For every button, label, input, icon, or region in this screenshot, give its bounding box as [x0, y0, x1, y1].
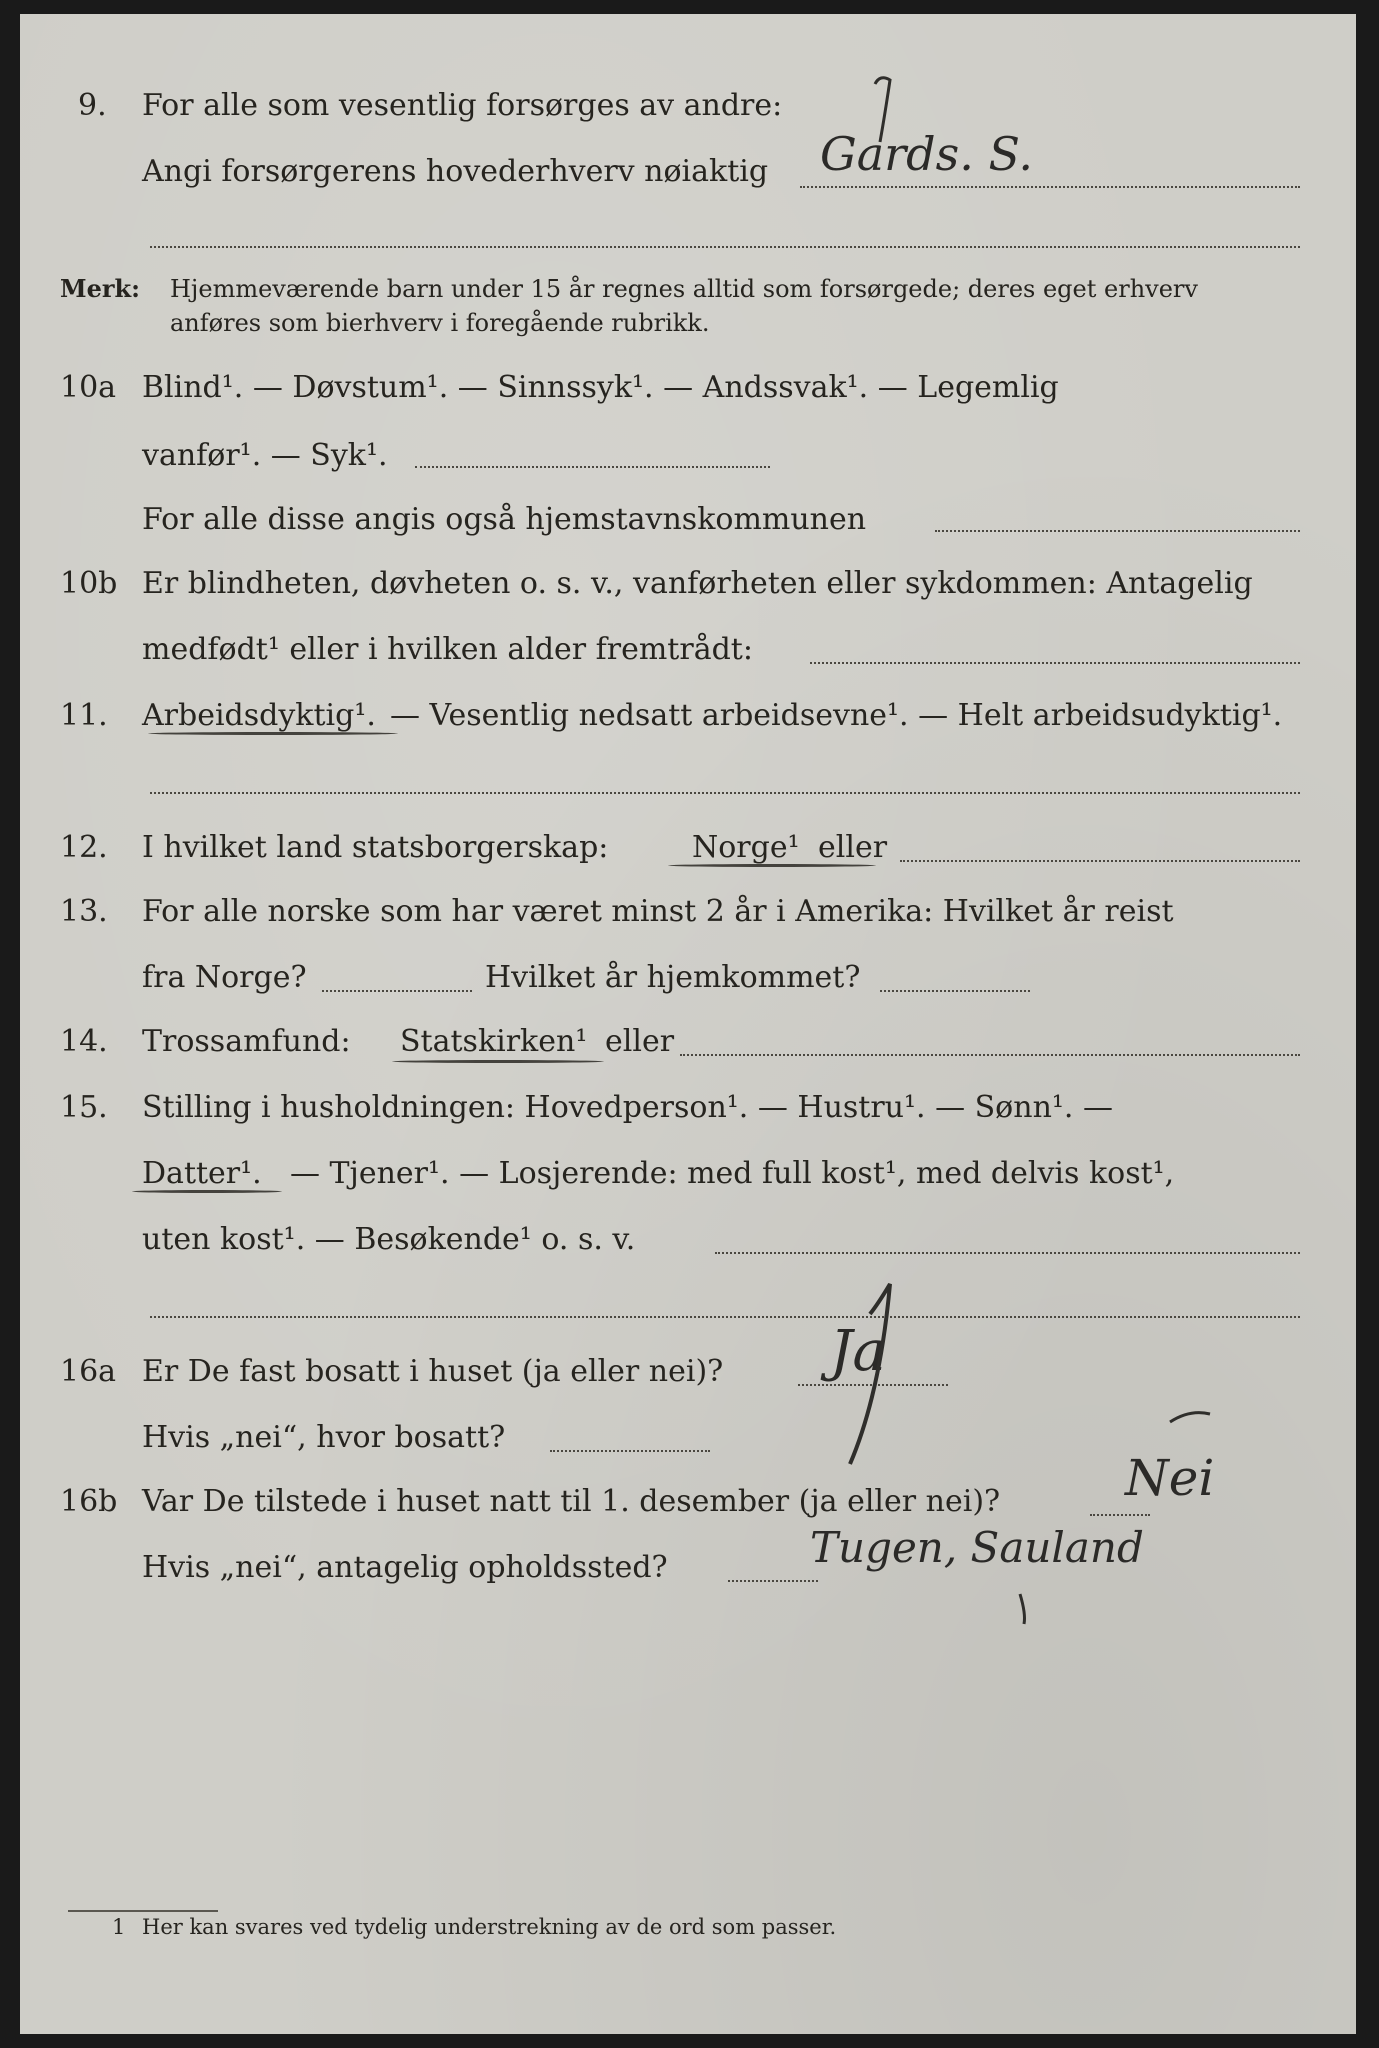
q9-handwritten-answer: Gards. S. [820, 127, 1033, 181]
q13-line2b: Hvilket år hjemkommet? [485, 960, 861, 995]
q10a-line3: For alle disse angis også hjemstavnskommunen [142, 502, 867, 537]
q11-number: 11. [60, 698, 108, 733]
q10b-number: 10b [60, 566, 118, 601]
q10b-line2: medfødt¹ eller i hvilken alder fremtrådt: [142, 632, 753, 667]
q16b-number: 16b [60, 1484, 118, 1519]
q13-number: 13. [60, 894, 108, 929]
q15-number: 15. [60, 1090, 108, 1125]
q13-line1: For alle norske som har været minst 2 år i Amerika: Hvilket år reist [142, 894, 1174, 929]
pen-strokes [20, 14, 1356, 2034]
q11-rest: — Vesentlig nedsatt arbeidsevne¹. — Helt arbeidsudyktig¹. [390, 698, 1283, 733]
q15-line1: Stilling i husholdningen: Hovedperson¹. — Hustru¹. — Sønn¹. — [142, 1090, 1113, 1125]
q12-number: 12. [60, 830, 108, 865]
q12-text: I hvilket land statsborgerskap: [142, 830, 609, 865]
q9-number: 9. [78, 88, 107, 123]
q10a-line2: vanfør¹. — Syk¹. [142, 438, 388, 473]
q9-line1: For alle som vesentlig forsørges av andre: [142, 88, 783, 123]
footnote-mark: 1 [112, 1915, 126, 1939]
merk-line2: anføres som bierhverv i foregående rubrikk. [170, 309, 710, 337]
merk-line1: Hjemmeværende barn under 15 år regnes alltid som forsørgede; deres eget erhverv [170, 275, 1198, 303]
q14-text: Trossamfund: [142, 1024, 351, 1059]
q14-number: 14. [60, 1024, 108, 1059]
q14-tail: eller [605, 1024, 675, 1059]
q15-option-datter: Datter¹. [142, 1156, 262, 1191]
footnote-separator [68, 1910, 218, 1912]
q12-tail: eller [818, 830, 888, 865]
q10b-line1: Er blindheten, døvheten o. s. v., vanførheten eller sykdommen: Antagelig [142, 566, 1253, 601]
q15-line3: uten kost¹. — Besøkende¹ o. s. v. [142, 1222, 636, 1257]
q15-line2: — Tjener¹. — Losjerende: med full kost¹, med delvis kost¹, [290, 1156, 1175, 1191]
q11-option-arbeidsdyktig: Arbeidsdyktig¹. [142, 698, 376, 733]
q16a-number: 16a [60, 1354, 117, 1389]
q10a-number: 10a [60, 370, 117, 405]
q16a-handwritten-answer: Ja [830, 1319, 886, 1384]
q16b-handwritten-answer2: Tugen, Sauland [810, 1523, 1144, 1572]
merk-label: Merk: [60, 274, 140, 303]
q10a-line1: Blind¹. — Døvstum¹. — Sinnssyk¹. — Andssvak¹. — Legemlig [142, 370, 1059, 405]
q12-option-norge: Norge¹ [692, 830, 800, 865]
q16a-line2: Hvis „nei“, hvor bosatt? [142, 1420, 506, 1455]
q13-line2a: fra Norge? [142, 960, 307, 995]
q16b-handwritten-answer1: Nei [1125, 1449, 1215, 1507]
q16b-line1: Var De tilstede i huset natt til 1. desember (ja eller nei)? [142, 1484, 1001, 1519]
census-form-page [20, 14, 1356, 2034]
footnote-text: Her kan svares ved tydelig understrekning av de ord som passer. [142, 1915, 837, 1939]
q16b-line2: Hvis „nei“, antagelig opholdssted? [142, 1550, 668, 1585]
q14-option-statskirken: Statskirken¹ [400, 1024, 588, 1059]
q16a-line1: Er De fast bosatt i huset (ja eller nei)? [142, 1354, 724, 1389]
q9-line2: Angi forsørgerens hovederhverv nøiaktig [142, 154, 769, 189]
